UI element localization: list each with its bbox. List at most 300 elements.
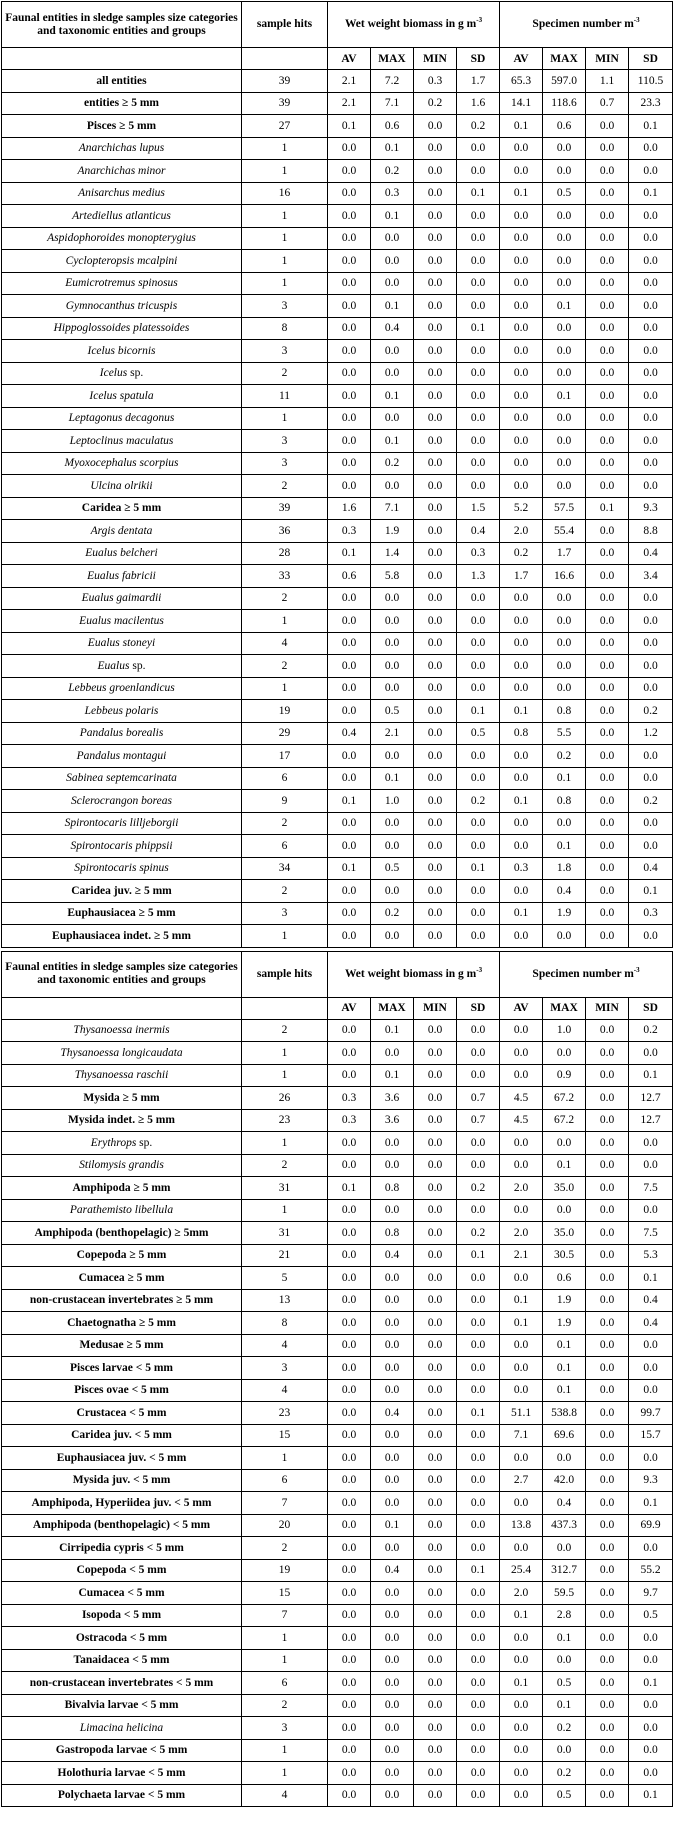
entity-name: Anisarchus medius bbox=[2, 182, 242, 205]
specimen-max: 0.8 bbox=[543, 700, 586, 723]
entity-name: Lebbeus polaris bbox=[2, 700, 242, 723]
sample-hits: 33 bbox=[242, 565, 328, 588]
biomass-av: 0.0 bbox=[328, 1537, 371, 1560]
specimen-av: 0.0 bbox=[500, 1154, 543, 1177]
biomass-av: 0.0 bbox=[328, 587, 371, 610]
table-row bbox=[2, 677, 673, 700]
specimen-sd: 15.7 bbox=[629, 1424, 673, 1447]
specimen-min: 0.0 bbox=[586, 295, 629, 318]
specimen-av: 0.0 bbox=[500, 1379, 543, 1402]
biomass-av: 0.0 bbox=[328, 700, 371, 723]
biomass-av: 0.0 bbox=[328, 1649, 371, 1672]
entity-name: Copepoda < 5 mm bbox=[2, 1559, 242, 1582]
specimen-sd: 0.0 bbox=[629, 1132, 673, 1155]
specimen-sd: 0.0 bbox=[629, 1334, 673, 1357]
biomass-sd: 0.0 bbox=[457, 767, 500, 790]
table-row bbox=[2, 1717, 673, 1740]
biomass-min: 0.0 bbox=[414, 1019, 457, 1042]
specimen-max: 118.6 bbox=[543, 92, 586, 115]
entity-name: Aspidophoroides monopterygius bbox=[2, 227, 242, 250]
biomass-sd: 0.3 bbox=[457, 542, 500, 565]
genus-name: Eualus bbox=[97, 659, 130, 672]
sample-hits: 2 bbox=[242, 1694, 328, 1717]
header-bio-min: MIN bbox=[414, 48, 457, 70]
specimen-av: 0.0 bbox=[500, 767, 543, 790]
specimen-min: 0.0 bbox=[586, 1649, 629, 1672]
biomass-sd: 0.1 bbox=[457, 1559, 500, 1582]
specimen-sd: 0.0 bbox=[629, 812, 673, 835]
specimen-sd: 0.0 bbox=[629, 250, 673, 273]
biomass-max: 0.0 bbox=[371, 1132, 414, 1155]
biomass-max: 0.2 bbox=[371, 902, 414, 925]
biomass-max: 1.4 bbox=[371, 542, 414, 565]
specimen-min: 0.0 bbox=[586, 812, 629, 835]
sample-hits: 1 bbox=[242, 1649, 328, 1672]
specimen-sd: 0.1 bbox=[629, 1784, 673, 1807]
header-biomass-exponent: -3 bbox=[476, 965, 483, 974]
header-biomass-label: Wet weight biomass in g m bbox=[344, 18, 477, 30]
table-row bbox=[2, 1492, 673, 1515]
specimen-max: 0.0 bbox=[543, 1132, 586, 1155]
specimen-min: 0.0 bbox=[586, 1582, 629, 1605]
biomass-av: 0.0 bbox=[328, 137, 371, 160]
specimen-max: 69.6 bbox=[543, 1424, 586, 1447]
biomass-av: 0.0 bbox=[328, 1244, 371, 1267]
specimen-max: 1.0 bbox=[543, 1019, 586, 1042]
specimen-av: 0.0 bbox=[500, 160, 543, 183]
specimen-av: 0.1 bbox=[500, 1604, 543, 1627]
specimen-sd: 0.0 bbox=[629, 1649, 673, 1672]
specimen-av: 0.0 bbox=[500, 317, 543, 340]
biomass-max: 0.3 bbox=[371, 182, 414, 205]
specimen-sd: 0.0 bbox=[629, 1042, 673, 1065]
specimen-min: 0.0 bbox=[586, 632, 629, 655]
biomass-max: 0.0 bbox=[371, 610, 414, 633]
biomass-max: 0.0 bbox=[371, 407, 414, 430]
biomass-max: 0.0 bbox=[371, 1334, 414, 1357]
entity-name: Cumacea ≥ 5 mm bbox=[2, 1267, 242, 1290]
biomass-av: 0.3 bbox=[328, 1109, 371, 1132]
specimen-sd: 0.0 bbox=[629, 632, 673, 655]
biomass-min: 0.0 bbox=[414, 497, 457, 520]
biomass-av: 0.0 bbox=[328, 160, 371, 183]
specimen-sd: 0.0 bbox=[629, 677, 673, 700]
header-bio-max: MAX bbox=[371, 997, 414, 1019]
biomass-sd: 0.0 bbox=[457, 340, 500, 363]
biomass-sd: 0.0 bbox=[457, 1739, 500, 1762]
table-row bbox=[2, 452, 673, 475]
specimen-min: 0.0 bbox=[586, 1469, 629, 1492]
specimen-av: 25.4 bbox=[500, 1559, 543, 1582]
biomass-max: 0.0 bbox=[371, 1379, 414, 1402]
specimen-min: 0.0 bbox=[586, 790, 629, 813]
specimen-av: 0.0 bbox=[500, 1762, 543, 1785]
biomass-av: 0.0 bbox=[328, 767, 371, 790]
specimen-av: 2.0 bbox=[500, 520, 543, 543]
specimen-max: 0.0 bbox=[543, 430, 586, 453]
genus-name: Icelus bbox=[99, 367, 128, 380]
specimen-sd: 0.0 bbox=[629, 452, 673, 475]
specimen-min: 0.0 bbox=[586, 137, 629, 160]
specimen-sd: 0.0 bbox=[629, 1199, 673, 1222]
specimen-sd: 9.3 bbox=[629, 497, 673, 520]
specimen-min: 0.0 bbox=[586, 1042, 629, 1065]
table-row bbox=[2, 587, 673, 610]
biomass-max: 0.1 bbox=[371, 295, 414, 318]
specimen-min: 0.0 bbox=[586, 1379, 629, 1402]
specimen-sd: 0.0 bbox=[629, 1379, 673, 1402]
specimen-sd: 0.0 bbox=[629, 610, 673, 633]
biomass-sd: 0.0 bbox=[457, 880, 500, 903]
sample-hits: 16 bbox=[242, 182, 328, 205]
table-row bbox=[2, 1064, 673, 1087]
specimen-av: 0.3 bbox=[500, 857, 543, 880]
table-row bbox=[2, 1177, 673, 1200]
entity-name: non-crustacean invertebrates < 5 mm bbox=[2, 1672, 242, 1695]
specimen-max: 0.0 bbox=[543, 1042, 586, 1065]
biomass-av: 0.0 bbox=[328, 227, 371, 250]
specimen-max: 538.8 bbox=[543, 1402, 586, 1425]
specimen-av: 0.0 bbox=[500, 340, 543, 363]
biomass-min: 0.0 bbox=[414, 655, 457, 678]
table-row bbox=[2, 565, 673, 588]
sample-hits: 2 bbox=[242, 475, 328, 498]
specimen-max: 5.5 bbox=[543, 722, 586, 745]
specimen-max: 0.0 bbox=[543, 317, 586, 340]
biomass-min: 0.0 bbox=[414, 227, 457, 250]
biomass-min: 0.0 bbox=[414, 1649, 457, 1672]
specimen-min: 0.0 bbox=[586, 1559, 629, 1582]
biomass-av: 0.0 bbox=[328, 1469, 371, 1492]
specimen-min: 0.0 bbox=[586, 452, 629, 475]
entity-name: Ulcina olrikii bbox=[2, 475, 242, 498]
specimen-sd: 8.8 bbox=[629, 520, 673, 543]
biomass-min: 0.0 bbox=[414, 295, 457, 318]
specimen-max: 30.5 bbox=[543, 1244, 586, 1267]
specimen-max: 0.5 bbox=[543, 182, 586, 205]
biomass-min: 0.0 bbox=[414, 1379, 457, 1402]
biomass-sd: 0.0 bbox=[457, 1424, 500, 1447]
biomass-max: 0.0 bbox=[371, 677, 414, 700]
biomass-av: 0.0 bbox=[328, 812, 371, 835]
biomass-max: 0.1 bbox=[371, 430, 414, 453]
biomass-av: 0.0 bbox=[328, 1312, 371, 1335]
biomass-min: 0.0 bbox=[414, 1312, 457, 1335]
biomass-min: 0.0 bbox=[414, 160, 457, 183]
biomass-sd: 0.0 bbox=[457, 1672, 500, 1695]
biomass-av: 0.0 bbox=[328, 362, 371, 385]
biomass-min: 0.0 bbox=[414, 317, 457, 340]
sample-hits: 3 bbox=[242, 902, 328, 925]
specimen-av: 5.2 bbox=[500, 497, 543, 520]
specimen-max: 0.1 bbox=[543, 1154, 586, 1177]
biomass-av: 0.0 bbox=[328, 1492, 371, 1515]
biomass-sd: 0.0 bbox=[457, 272, 500, 295]
specimen-max: 59.5 bbox=[543, 1582, 586, 1605]
sample-hits: 31 bbox=[242, 1222, 328, 1245]
specimen-av: 13.8 bbox=[500, 1514, 543, 1537]
specimen-sd: 0.0 bbox=[629, 385, 673, 408]
biomass-av: 0.0 bbox=[328, 1424, 371, 1447]
biomass-sd: 0.0 bbox=[457, 1784, 500, 1807]
biomass-sd: 0.1 bbox=[457, 182, 500, 205]
biomass-min: 0.0 bbox=[414, 1424, 457, 1447]
entity-name: non-crustacean invertebrates ≥ 5 mm bbox=[2, 1289, 242, 1312]
biomass-sd: 0.0 bbox=[457, 1289, 500, 1312]
entity-name: Pisces ≥ 5 mm bbox=[2, 115, 242, 138]
biomass-sd: 1.6 bbox=[457, 92, 500, 115]
biomass-max: 0.0 bbox=[371, 362, 414, 385]
specimen-av: 0.0 bbox=[500, 677, 543, 700]
table-row bbox=[2, 475, 673, 498]
specimen-max: 0.0 bbox=[543, 362, 586, 385]
biomass-max: 2.1 bbox=[371, 722, 414, 745]
specimen-av: 0.0 bbox=[500, 1739, 543, 1762]
specimen-max: 0.8 bbox=[543, 790, 586, 813]
specimen-min: 0.0 bbox=[586, 1784, 629, 1807]
specimen-min: 0.0 bbox=[586, 1334, 629, 1357]
table-row bbox=[2, 1334, 673, 1357]
table-row bbox=[2, 925, 673, 948]
specimen-av: 0.0 bbox=[500, 1357, 543, 1380]
table-row bbox=[2, 542, 673, 565]
entity-name: Copepoda ≥ 5 mm bbox=[2, 1244, 242, 1267]
table-row bbox=[2, 767, 673, 790]
specimen-max: 2.8 bbox=[543, 1604, 586, 1627]
specimen-sd: 0.0 bbox=[629, 1447, 673, 1470]
biomass-min: 0.0 bbox=[414, 1132, 457, 1155]
biomass-sd: 0.1 bbox=[457, 700, 500, 723]
biomass-av: 0.0 bbox=[328, 340, 371, 363]
specimen-av: 0.1 bbox=[500, 790, 543, 813]
sample-hits: 1 bbox=[242, 1064, 328, 1087]
specimen-max: 0.0 bbox=[543, 655, 586, 678]
sample-hits: 26 bbox=[242, 1087, 328, 1110]
biomass-max: 0.0 bbox=[371, 1199, 414, 1222]
table-row bbox=[2, 1424, 673, 1447]
specimen-max: 0.0 bbox=[543, 340, 586, 363]
sample-hits: 3 bbox=[242, 1717, 328, 1740]
specimen-sd: 1.2 bbox=[629, 722, 673, 745]
specimen-min: 0.0 bbox=[586, 250, 629, 273]
specimen-min: 0.0 bbox=[586, 1357, 629, 1380]
specimen-av: 1.7 bbox=[500, 565, 543, 588]
header-spec-sd: SD bbox=[629, 48, 673, 70]
biomass-max: 0.4 bbox=[371, 1244, 414, 1267]
biomass-max: 0.1 bbox=[371, 385, 414, 408]
sample-hits: 6 bbox=[242, 1672, 328, 1695]
specimen-av: 0.0 bbox=[500, 430, 543, 453]
biomass-min: 0.0 bbox=[414, 1177, 457, 1200]
specimen-min: 0.0 bbox=[586, 205, 629, 228]
specimen-min: 0.0 bbox=[586, 1289, 629, 1312]
specimen-min: 0.0 bbox=[586, 587, 629, 610]
specimen-sd: 99.7 bbox=[629, 1402, 673, 1425]
header-specimen-exponent: -3 bbox=[633, 16, 640, 24]
specimen-av: 0.0 bbox=[500, 1627, 543, 1650]
header-spec-sd: SD bbox=[629, 997, 673, 1019]
entity-name: Eualus belcheri bbox=[2, 542, 242, 565]
sample-hits: 2 bbox=[242, 812, 328, 835]
biomass-max: 0.0 bbox=[371, 880, 414, 903]
entity-name: Bivalvia larvae < 5 mm bbox=[2, 1694, 242, 1717]
specimen-av: 0.0 bbox=[500, 835, 543, 858]
specimen-sd: 0.3 bbox=[629, 902, 673, 925]
table-row bbox=[2, 205, 673, 228]
table-row bbox=[2, 902, 673, 925]
biomass-av: 0.0 bbox=[328, 1694, 371, 1717]
specimen-av: 0.0 bbox=[500, 475, 543, 498]
entity-name: Cumacea < 5 mm bbox=[2, 1582, 242, 1605]
biomass-min: 0.0 bbox=[414, 430, 457, 453]
biomass-sd: 0.5 bbox=[457, 722, 500, 745]
biomass-av: 0.0 bbox=[328, 430, 371, 453]
specimen-av: 0.0 bbox=[500, 812, 543, 835]
biomass-max: 0.5 bbox=[371, 700, 414, 723]
specimen-sd: 0.0 bbox=[629, 160, 673, 183]
biomass-av: 0.0 bbox=[328, 250, 371, 273]
biomass-max: 0.0 bbox=[371, 1762, 414, 1785]
specimen-av: 65.3 bbox=[500, 70, 543, 93]
biomass-av: 0.0 bbox=[328, 1042, 371, 1065]
specimen-av: 0.0 bbox=[500, 1784, 543, 1807]
biomass-min: 0.0 bbox=[414, 1109, 457, 1132]
biomass-sd: 0.0 bbox=[457, 1019, 500, 1042]
specimen-max: 67.2 bbox=[543, 1109, 586, 1132]
specimen-sd: 7.5 bbox=[629, 1222, 673, 1245]
specimen-max: 0.2 bbox=[543, 745, 586, 768]
table-row bbox=[2, 1514, 673, 1537]
biomass-max: 0.0 bbox=[371, 1537, 414, 1560]
sample-hits: 1 bbox=[242, 1447, 328, 1470]
specimen-min: 0.0 bbox=[586, 1604, 629, 1627]
biomass-max: 0.8 bbox=[371, 1222, 414, 1245]
table-row bbox=[2, 1267, 673, 1290]
sample-hits: 36 bbox=[242, 520, 328, 543]
table-row bbox=[2, 1694, 673, 1717]
specimen-max: 0.0 bbox=[543, 160, 586, 183]
biomass-av: 0.0 bbox=[328, 655, 371, 678]
table-row bbox=[2, 1357, 673, 1380]
entity-name: Polychaeta larvae < 5 mm bbox=[2, 1784, 242, 1807]
specimen-av: 2.0 bbox=[500, 1582, 543, 1605]
biomass-min: 0.0 bbox=[414, 1514, 457, 1537]
header-empty bbox=[242, 997, 328, 1019]
specimen-min: 0.0 bbox=[586, 610, 629, 633]
specimen-av: 0.0 bbox=[500, 272, 543, 295]
entity-name: Pandalus borealis bbox=[2, 722, 242, 745]
biomass-sd: 0.0 bbox=[457, 835, 500, 858]
biomass-sd: 0.0 bbox=[457, 475, 500, 498]
header-biomass bbox=[328, 951, 500, 997]
biomass-max: 5.8 bbox=[371, 565, 414, 588]
specimen-min: 0.0 bbox=[586, 407, 629, 430]
table-row bbox=[2, 1154, 673, 1177]
biomass-sd: 0.0 bbox=[457, 812, 500, 835]
biomass-max: 0.0 bbox=[371, 340, 414, 363]
biomass-max: 7.2 bbox=[371, 70, 414, 93]
entity-name: Crustacea < 5 mm bbox=[2, 1402, 242, 1425]
biomass-sd: 0.2 bbox=[457, 1177, 500, 1200]
header-specimen bbox=[500, 2, 673, 48]
table-row bbox=[2, 1447, 673, 1470]
biomass-sd: 0.0 bbox=[457, 362, 500, 385]
specimen-sd: 0.1 bbox=[629, 182, 673, 205]
specimen-sd: 0.0 bbox=[629, 1717, 673, 1740]
biomass-min: 0.3 bbox=[414, 70, 457, 93]
specimen-max: 16.6 bbox=[543, 565, 586, 588]
biomass-sd: 0.0 bbox=[457, 1604, 500, 1627]
biomass-min: 0.0 bbox=[414, 452, 457, 475]
sample-hits: 5 bbox=[242, 1267, 328, 1290]
specimen-av: 2.0 bbox=[500, 1222, 543, 1245]
biomass-max: 0.4 bbox=[371, 1402, 414, 1425]
biomass-max: 0.1 bbox=[371, 137, 414, 160]
biomass-sd: 0.0 bbox=[457, 1312, 500, 1335]
faunal-table-part-1 bbox=[1, 1, 673, 948]
sample-hits: 1 bbox=[242, 1199, 328, 1222]
biomass-max: 0.0 bbox=[371, 1289, 414, 1312]
specimen-min: 0.0 bbox=[586, 340, 629, 363]
biomass-sd: 0.0 bbox=[457, 745, 500, 768]
header-specimen-label: Specimen number m bbox=[532, 967, 634, 980]
entity-name: entities ≥ 5 mm bbox=[2, 92, 242, 115]
biomass-av: 0.0 bbox=[328, 835, 371, 858]
specimen-max: 0.6 bbox=[543, 1267, 586, 1290]
entity-name: Spirontocaris spinus bbox=[2, 857, 242, 880]
specimen-sd: 12.7 bbox=[629, 1109, 673, 1132]
specimen-max: 1.7 bbox=[543, 542, 586, 565]
specimen-min: 0.0 bbox=[586, 1537, 629, 1560]
biomass-min: 0.0 bbox=[414, 1582, 457, 1605]
biomass-min: 0.0 bbox=[414, 1469, 457, 1492]
biomass-max: 0.0 bbox=[371, 835, 414, 858]
specimen-min: 0.0 bbox=[586, 767, 629, 790]
specimen-min: 0.0 bbox=[586, 700, 629, 723]
entity-name: Gastropoda larvae < 5 mm bbox=[2, 1739, 242, 1762]
specimen-sd: 0.0 bbox=[629, 205, 673, 228]
biomass-sd: 0.0 bbox=[457, 250, 500, 273]
biomass-max: 0.0 bbox=[371, 1042, 414, 1065]
biomass-max: 0.0 bbox=[371, 1784, 414, 1807]
entity-name: Anarchichas minor bbox=[2, 160, 242, 183]
sample-hits: 1 bbox=[242, 205, 328, 228]
specimen-av: 0.0 bbox=[500, 1649, 543, 1672]
specimen-sd: 0.0 bbox=[629, 362, 673, 385]
sample-hits: 2 bbox=[242, 1537, 328, 1560]
table-row bbox=[2, 92, 673, 115]
biomass-min: 0.0 bbox=[414, 790, 457, 813]
specimen-min: 0.0 bbox=[586, 1717, 629, 1740]
table-row bbox=[2, 857, 673, 880]
entity-name: Myoxocephalus scorpius bbox=[2, 452, 242, 475]
entity-name: Mysida juv. < 5 mm bbox=[2, 1469, 242, 1492]
table-row bbox=[2, 340, 673, 363]
biomass-sd: 0.0 bbox=[457, 1199, 500, 1222]
biomass-av: 0.0 bbox=[328, 452, 371, 475]
specimen-min: 0.0 bbox=[586, 182, 629, 205]
table-row bbox=[2, 610, 673, 633]
biomass-max: 0.0 bbox=[371, 745, 414, 768]
header-sample-hits: sample hits bbox=[242, 2, 328, 48]
specimen-min: 0.0 bbox=[586, 1627, 629, 1650]
table-row bbox=[2, 317, 673, 340]
sample-hits: 7 bbox=[242, 1604, 328, 1627]
biomass-sd: 0.0 bbox=[457, 1379, 500, 1402]
specimen-max: 0.6 bbox=[543, 115, 586, 138]
biomass-min: 0.0 bbox=[414, 340, 457, 363]
entity-name: Thysanoessa raschii bbox=[2, 1064, 242, 1087]
